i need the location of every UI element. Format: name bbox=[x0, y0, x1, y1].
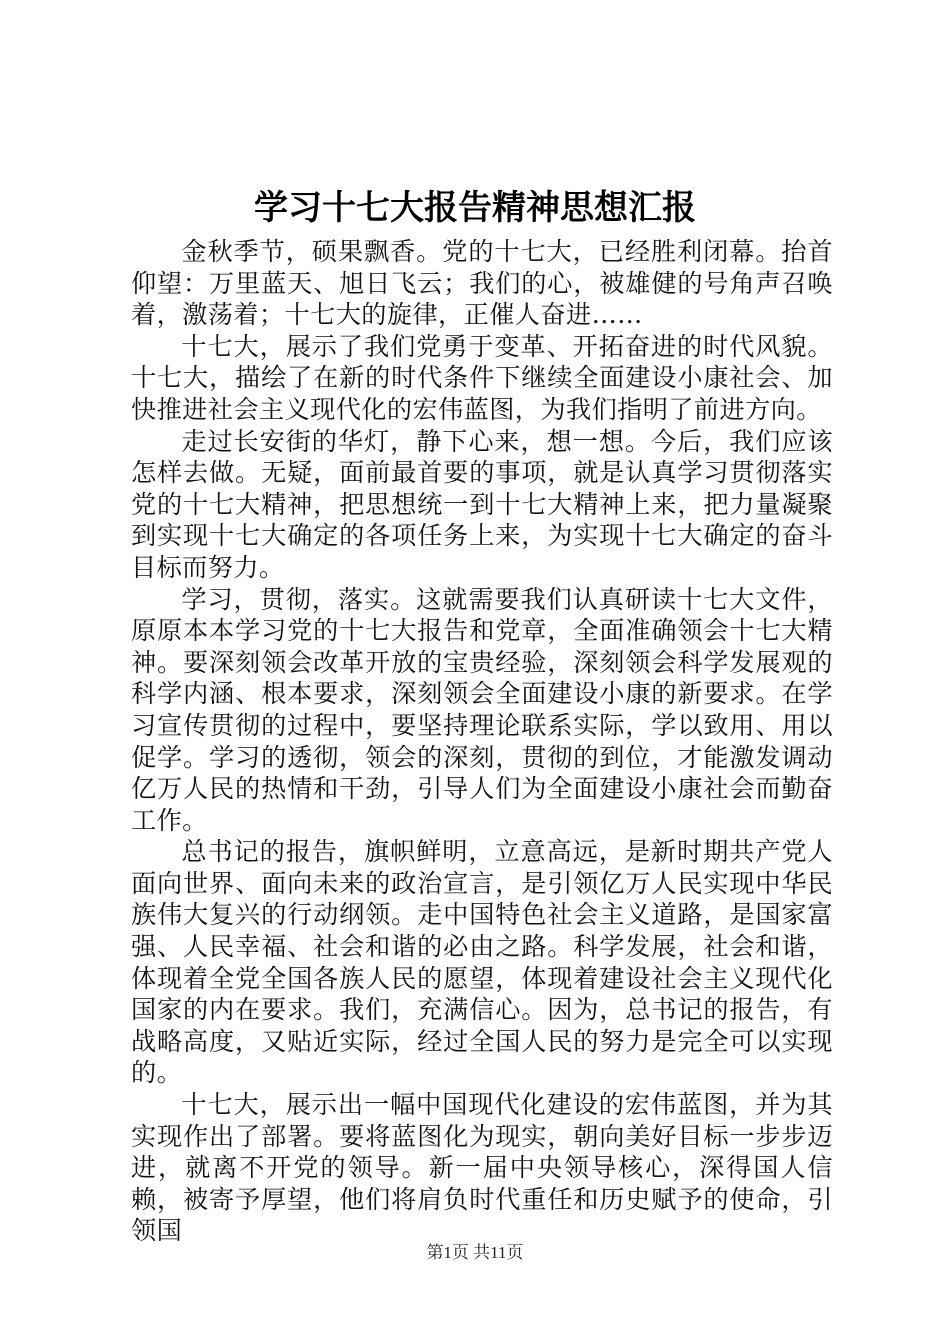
paragraph-1: 金秋季节，硕果飘香。党的十七大，已经胜利闭幕。抬首仰望：万里蓝天、旭日飞云；我们的心，被雄健的号角声召唤着，激荡着；十七大的旋律，正催人奋进…… bbox=[131, 237, 833, 330]
paragraph-4: 学习，贯彻，落实。这就需要我们认真研读十七大文件，原原本本学习党的十七大报告和党章，全面准确领会十七大精神。要深刻领会改革开放的宝贵经验，深刻领会科学发展观的科学内涵、根本要求，深刻领会全面建设小康的新要求。在学习宣传贯彻的过程中，要坚持理论联系实际，学以致用、用以促学。学习的透彻，领会的深刻，贯彻的到位，才能激发调动亿万人民的热情和干劲，引导人们为全面建设小康社会而勤奋工作。 bbox=[131, 584, 833, 835]
page-footer: 第1页 共11页 bbox=[426, 1243, 524, 1262]
document-title: 学习十七大报告精神思想汇报 bbox=[254, 188, 696, 228]
paragraph-3: 走过长安街的华灯，静下心来，想一想。今后，我们应该怎样去做。无疑，面前最首要的事项，就是认真学习贯彻落实党的十七大精神，把思想统一到十七大精神上来，把力量凝聚到实现十七大确定的各项任务上来，为实现十七大确定的奋斗目标而努力。 bbox=[131, 426, 833, 582]
paragraph-5: 总书记的报告，旗帜鲜明，立意高远，是新时期共产党人面向世界、面向未来的政治宣言，是引领亿万人民实现中华民族伟大复兴的行动纲领。走中国特色社会主义道路，是国家富强、人民幸福、社会和谐的必由之路。科学发展，社会和谐，体现着全党全国各族人民的愿望，体现着建设社会主义现代化国家的内在要求。我们，充满信心。因为，总书记的报告，有战略高度，又贴近实际，经过全国人民的努力是完全可以实现的。 bbox=[131, 837, 833, 1088]
paragraph-6: 十七大，展示出一幅中国现代化建设的宏伟蓝图，并为其实现作出了部署。要将蓝图化为现实，朝向美好目标一步步迈进，就离不开党的领导。新一届中央领导核心，深得国人信赖，被寄予厚望，他们将肩负时代重任和历史赋予的使命，引领国 bbox=[131, 1090, 833, 1246]
document-body bbox=[131, 236, 833, 1247]
paragraph-2: 十七大，展示了我们党勇于变革、开拓奋进的时代风貌。十七大，描绘了在新的时代条件下继续全面建设小康社会、加快推进社会主义现代化的宏伟蓝图，为我们指明了前进方向。 bbox=[131, 331, 833, 424]
